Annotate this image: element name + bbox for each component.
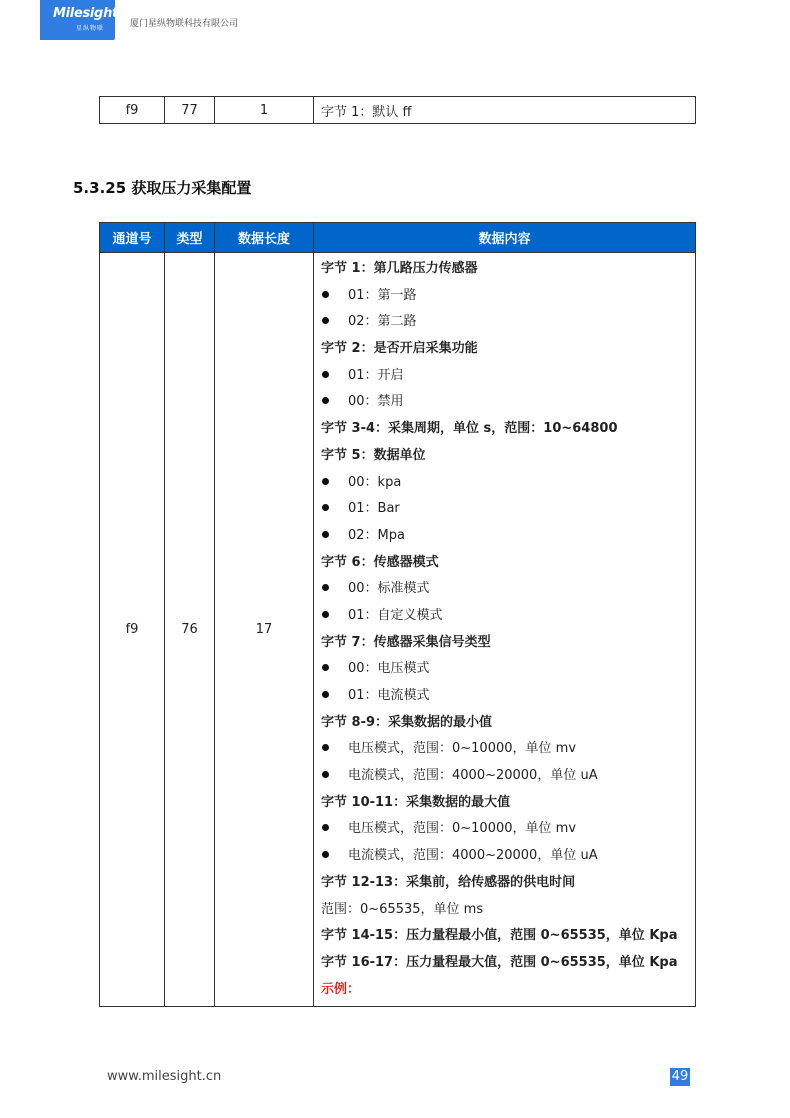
length-cell: 1: [215, 97, 314, 124]
bullet-item: [321, 656, 694, 683]
header-channel: 通道号: [100, 223, 165, 253]
content-cell: 字节 1：默认 ff: [314, 97, 696, 124]
bullet-item: [321, 816, 694, 843]
bullet-icon: [322, 291, 329, 298]
line-text: 00：标准模式: [348, 581, 430, 597]
bullet-item: [321, 576, 694, 603]
bullet-icon: [322, 744, 329, 751]
bullet-icon: [322, 664, 329, 671]
byte-heading: [321, 416, 694, 443]
length-cell: 17: [215, 253, 314, 1007]
logo-brand-text: Milesight: [53, 6, 118, 21]
byte-heading: [321, 550, 694, 577]
bullet-icon: [322, 771, 329, 778]
bullet-icon: [322, 584, 329, 591]
byte-heading: [321, 870, 694, 897]
header-content: 数据内容: [314, 223, 696, 253]
byte-heading: [321, 443, 694, 470]
bullet-icon: [322, 478, 329, 485]
line-text: 00：电压模式: [348, 661, 430, 677]
line-text: 00：kpa: [348, 474, 402, 490]
header-length: 数据长度: [215, 223, 314, 253]
line-text: 字节 8-9：采集数据的最小值: [321, 714, 493, 730]
bullet-icon: [322, 317, 329, 324]
line-text: 字节 10-11：采集数据的最大值: [321, 794, 511, 810]
bullet-icon: [322, 531, 329, 538]
bullet-icon: [322, 851, 329, 858]
line-text: 字节 16-17：压力量程最大值，范围 0~65535，单位 Kpa: [321, 954, 678, 970]
content-text: [321, 897, 694, 924]
footer-url: www.milesight.cn: [107, 1069, 222, 1084]
byte-heading: [321, 950, 694, 977]
line-text: 02：Mpa: [348, 527, 405, 543]
line-text: 字节 3-4：采集周期，单位 s，范围：10~64800: [321, 421, 618, 437]
content-cell: [314, 253, 696, 1007]
line-text: 范围：0~65535，单位 ms: [321, 901, 484, 917]
example-label: [321, 977, 694, 1004]
content-lines: [315, 254, 694, 1005]
bullet-item: [321, 283, 694, 310]
bullet-icon: [322, 824, 329, 831]
channel-cell: f9: [100, 253, 165, 1007]
bullet-icon: [322, 611, 329, 618]
bullet-item: [321, 389, 694, 416]
page-number: 49: [671, 1069, 689, 1084]
header-type: 类型: [165, 223, 215, 253]
bullet-item: [321, 763, 694, 790]
line-text: 字节 2：是否开启采集功能: [321, 341, 478, 357]
line-text: 电压模式，范围：0~10000，单位 mv: [348, 741, 577, 757]
bullet-item: [321, 683, 694, 710]
bullet-icon: [322, 397, 329, 404]
type-cell: 77: [165, 97, 215, 124]
line-text: 字节 1：第几路压力传感器: [321, 261, 478, 276]
line-text: 字节 12-13：采集前，给传感器的供电时间: [321, 874, 576, 890]
byte-heading: [321, 923, 694, 950]
line-text: 02：第二路: [348, 314, 417, 330]
bullet-item: [321, 736, 694, 763]
line-text: 示例：: [321, 981, 361, 997]
table-header-row: [100, 223, 696, 253]
line-text: 01：Bar: [348, 501, 400, 517]
bullet-icon: [322, 691, 329, 698]
bullet-icon: [322, 371, 329, 378]
bullet-item: [321, 470, 694, 497]
line-text: 01：第一路: [348, 287, 417, 303]
bullet-item: [321, 363, 694, 390]
line-text: 字节 7：传感器采集信号类型: [321, 634, 491, 650]
line-text: 字节 5：数据单位: [321, 447, 426, 463]
line-text: 01：开启: [348, 367, 404, 383]
previous-command-table: [99, 96, 696, 124]
milesight-logo: [40, 0, 118, 40]
line-text: 字节 6：传感器模式: [321, 554, 439, 570]
pressure-config-table: [99, 222, 696, 1007]
table-row: [100, 253, 696, 1007]
line-text: 字节 14-15：压力量程最小值，范围 0~65535，单位 Kpa: [321, 928, 678, 944]
company-name: 厦门星纵物联科技有限公司: [130, 19, 239, 29]
line-text: 00：禁用: [348, 394, 404, 410]
bullet-item: [321, 523, 694, 550]
bullet-item: [321, 309, 694, 336]
line-text: 01：自定义模式: [348, 607, 443, 623]
logo-sub-text: 星纵物联: [76, 25, 105, 32]
byte-heading: [321, 336, 694, 363]
channel-cell: f9: [100, 97, 165, 124]
byte-heading: [321, 630, 694, 657]
line-text: 电流模式，范围：4000~20000，单位 uA: [348, 768, 598, 784]
table-row: [100, 97, 696, 124]
section-title: 5.3.25 获取压力采集配置: [73, 179, 252, 197]
line-text: 电压模式，范围：0~10000，单位 mv: [348, 821, 577, 837]
bullet-item: [321, 843, 694, 870]
bullet-item: [321, 496, 694, 523]
byte-heading: [321, 256, 694, 283]
type-cell: 76: [165, 253, 215, 1007]
line-text: 电流模式，范围：4000~20000，单位 uA: [348, 848, 598, 864]
bullet-icon: [322, 504, 329, 511]
bullet-item: [321, 603, 694, 630]
line-text: 01：电流模式: [348, 688, 430, 703]
byte-heading: [321, 710, 694, 737]
byte-heading: [321, 790, 694, 817]
